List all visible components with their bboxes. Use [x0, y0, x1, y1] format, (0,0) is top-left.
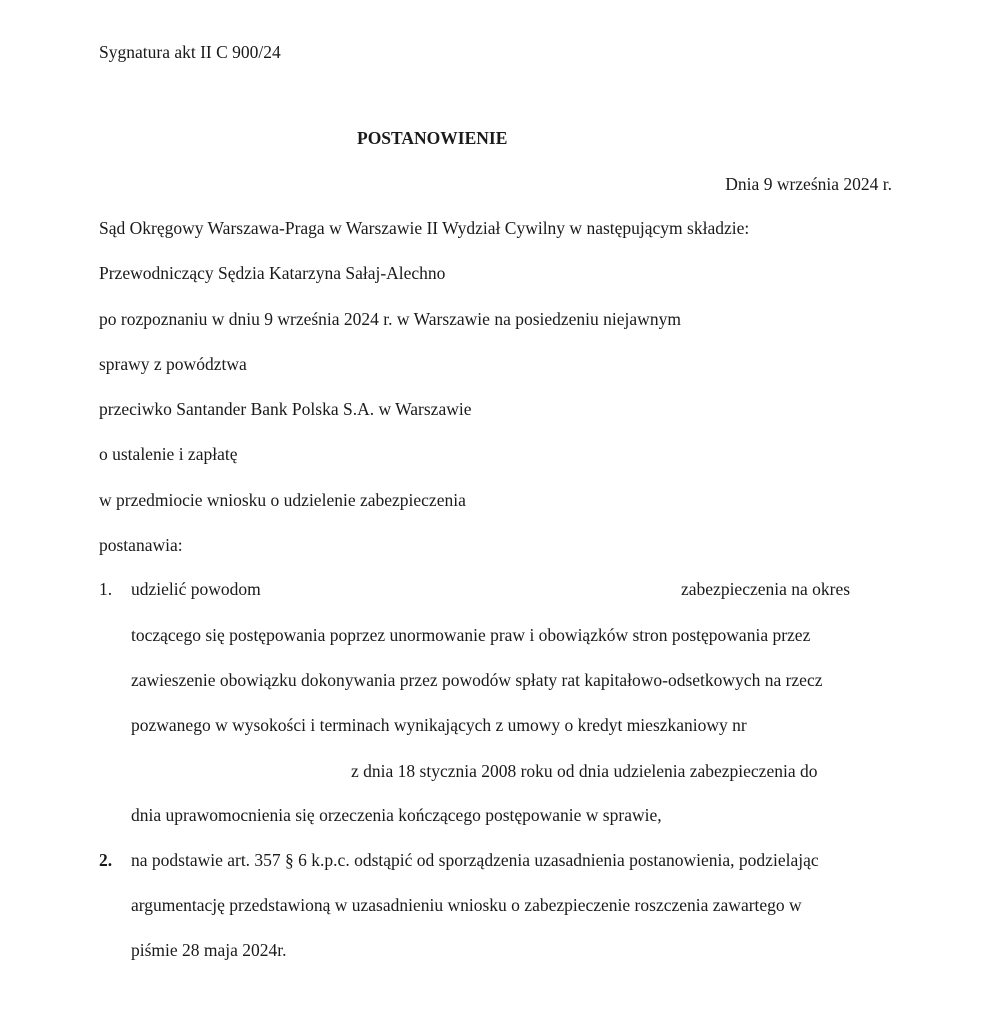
decides-heading: postanawia:	[99, 535, 183, 555]
item-2-line-2: argumentację przedstawioną w uzasadnieniu wniosku o zabezpieczenie roszczenia zawartego w	[131, 895, 802, 915]
redacted-plaintiff-names	[251, 356, 621, 370]
item-1-line-1-start: udzielić powodom	[131, 579, 261, 599]
item-1-line-5: z dnia 18 stycznia 2008 roku od dnia udzielenia zabezpieczenia do	[351, 761, 818, 781]
hearing-info: po rozpoznaniu w dniu 9 września 2024 r. w Warszawie na posiedzeniu niejawnym	[99, 309, 681, 329]
item-2-line-1: na podstawie art. 357 § 6 k.p.c. odstąpić od sporządzenia uzasadnienia postanowienia, podzielając	[131, 850, 819, 870]
item-1-line-2: toczącego się postępowania poprzez unormowanie praw i obowiązków stron postępowania przez	[131, 625, 811, 645]
item-1-line-1-end: zabezpieczenia na okres	[681, 579, 851, 599]
presiding-judge: Przewodniczący Sędzia Katarzyna Sałaj-Alechno	[99, 263, 446, 283]
plaintiff-prefix: sprawy z powództwa	[99, 354, 247, 374]
item-2-line-3: piśmie 28 maja 2024r.	[131, 940, 287, 960]
document-date: Dnia 9 września 2024 r.	[725, 174, 892, 194]
item-1-line-3: zawieszenie obowiązku dokonywania przez powodów spłaty rat kapitałowo-odsetkowych na rzecz	[131, 670, 823, 690]
case-subject: o ustalenie i zapłatę	[99, 444, 238, 464]
item-1-line-4: pozwanego w wysokości i terminach wynikających z umowy o kredyt mieszkaniowy nr	[131, 715, 747, 735]
plaintiff-line	[99, 356, 621, 374]
court-composition: Sąd Okręgowy Warszawa-Praga w Warszawie II Wydział Cywilny w następującym składzie:	[99, 218, 750, 238]
document-title: POSTANOWIENIE	[357, 128, 508, 148]
case-signature: Sygnatura akt II C 900/24	[99, 42, 281, 62]
item-1-line-6: dnia uprawomocnienia się orzeczenia kończącego postępowanie w sprawie,	[131, 805, 662, 825]
motion-subject: w przedmiocie wniosku o udzielenie zabezpieczenia	[99, 490, 466, 510]
item-2-number: 2.	[99, 850, 113, 870]
defendant-line: przeciwko Santander Bank Polska S.A. w Warszawie	[99, 399, 472, 419]
item-1-number: 1.	[99, 579, 113, 599]
